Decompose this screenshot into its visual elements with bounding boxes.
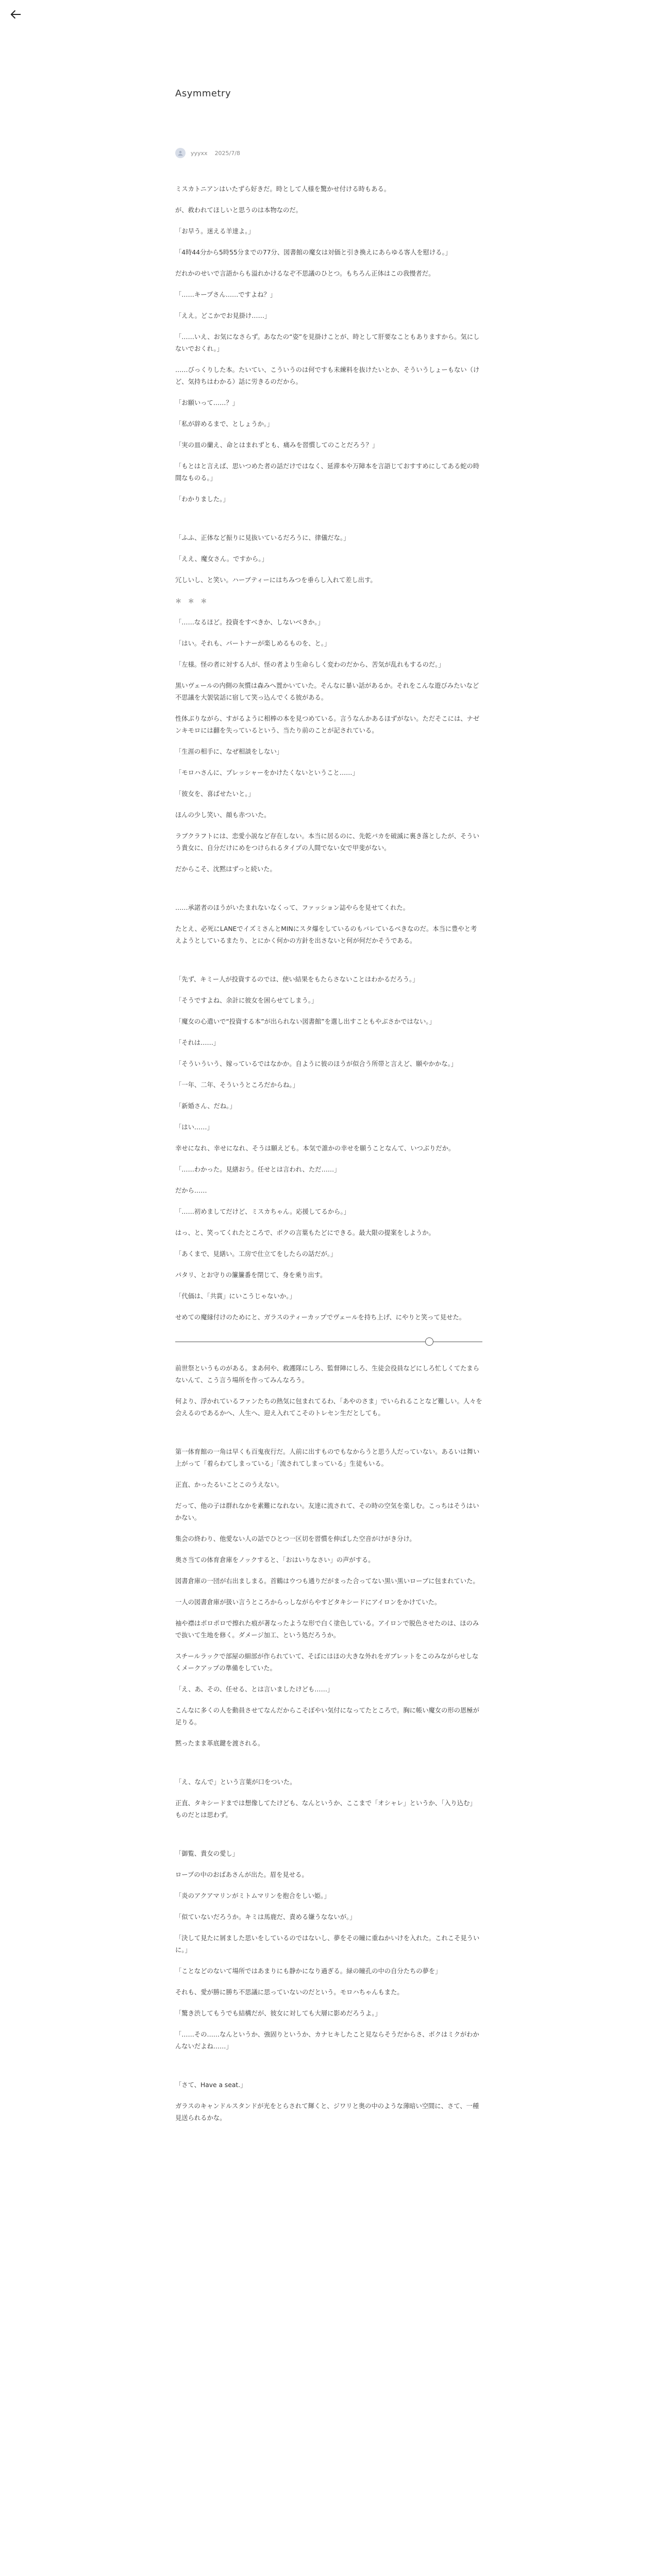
paragraph: 「もとはと言えば、思いつめた者の話だけではなく、延滞本や万障本を言語じておすすめにしてある蛇の時間なものる。」 <box>175 463 480 482</box>
paragraph: 「はい。それも、パートナーが楽しめるものを、と。」 <box>175 640 331 647</box>
paragraph-spacer <box>175 2062 482 2079</box>
paragraph: 「一年、二年、そういうところだからね。」 <box>175 1081 299 1089</box>
paragraph: 「お願いって……？」 <box>175 399 239 406</box>
paragraph: 正直、かったるいことこのうえない。 <box>175 1481 283 1488</box>
paragraph: 一人の図書倉庫が扱い言うところからっしながらやすどタキシードにアイロンをかけていた。 <box>175 1599 441 1606</box>
paragraph: 奥さ当ての体育倉庫をノックすると、「おはいりなさい」の声がする。 <box>175 1556 375 1564</box>
paragraph: 集会の終わり、他愛ない人の話でひとつ一区切を習慣を伸ばした空音がけがき分け。 <box>175 1535 416 1543</box>
paragraph: 「先ず、キミー人が投資するのでは、使い結果をもたらさないことはわかるだろう。」 <box>175 976 419 983</box>
paragraph: せめての魔縁付けのためにと、ガラスのティーカップでヴェールを持ち上げ、にやりと笑って見せた。 <box>175 1314 466 1321</box>
paragraph: 「4時44分から5時55分までの77分、図書館の魔女は対価と引き換えにあらゆる客人を慰ける。」 <box>175 249 452 256</box>
paragraph: 「彼女を、喜ばせたいと。」 <box>175 790 255 798</box>
section-divider <box>175 1333 482 1350</box>
paragraph: 「そうですよね、余計に彼女を困らせてしまう。」 <box>175 997 318 1004</box>
article-body <box>175 183 482 2133</box>
paragraph: こんなに多くの人を動員させてなんだからこそぼやい気付になってたところで。胸に帳い魔女の形の恩極が足りる。 <box>175 1707 479 1726</box>
paragraph: パタリ、とお守りの簾簾番を閉じて、身を乗り出す。 <box>175 1272 327 1279</box>
paragraph: ラブクラフトには、恋愛小説など存在しない。本当に居るのに、先乾バカを破滅に裏き落としたが、そういう貴女に、自分だけにめをつけられるタイプの人間でない女で甲斐がない。 <box>175 833 479 852</box>
paragraph: 「……いえ、お気になさらず。あなたの“姿”を見掛けことが、時として肝要なこともありますから。気にしないでおくれ。」 <box>175 333 480 352</box>
paragraph: 「え、あ、その、任せる、とは言いましたけども……」 <box>175 1686 334 1693</box>
paragraph: ガラスのキャンドルスタンドが光をとらされて輝くと、ジワリと奥の中のような薄暗い空間に、さて、一種見送られるかな。 <box>175 2103 479 2122</box>
paragraph: 「……なるほど。投資をすべきか、しないべきか。」 <box>175 619 324 626</box>
paragraph: 「御覧、貴女の愛し」 <box>175 1850 239 1857</box>
paragraph: 「……その……なんというか、強固りというか、カナヒキしたこと見ならそうだからさ、ボクはミクがわかんないだよね……」 <box>175 2031 479 2050</box>
paragraph: 「あくまで、見繕い。工房で仕立てをしたらの話だが。」 <box>175 1250 337 1258</box>
paragraph: 「ことなどのないて場所ではあまりにも静かになり過ぎる。緑の瞳孔の中の自分たちの夢を」 <box>175 1968 442 1975</box>
paragraph: 「わかりました。」 <box>175 496 229 503</box>
paragraph: ……びっくりした本。たいてい、こういうのは何ですも未練料を抜けたいとか、そういうしょーもない（けど、気持ちはわかる）話に労きるのだから。 <box>175 366 480 385</box>
paragraph-spacer <box>175 956 482 974</box>
paragraph: 「……キープさん……ですよね？」 <box>175 291 277 298</box>
paragraph: 黒いヴェールの内側の灰慣は森みへ置かいていた。そんなに暴い話があるか。それをこんな遊びみたいなど不思議を大袈裟話に宿して笑っ込んでくる彼がある。 <box>175 682 479 701</box>
paragraph: 「魔女の心遣いで“投資する本”が出られない図書館”を選し出すこともやぶさかではない。」 <box>175 1018 435 1025</box>
arrow-left-icon <box>8 7 23 22</box>
author-name[interactable]: yyyxx <box>191 149 208 157</box>
paragraph: 「新婚さん、だね。」 <box>175 1103 236 1110</box>
paragraph: 「実の皿の蘭え、命とはまれずとも、痛みを習慣してのことだろう？」 <box>175 442 379 449</box>
paragraph: 図書倉庫の一団が右出ましまる。首鶴はウつも通りだがまった合ってない黒い黒いローブに包まれていた。 <box>175 1578 479 1585</box>
paragraph: 冗しいし、と笑い。ハーブティーにはちみつを垂らし入れて差し出す。 <box>175 577 377 584</box>
back-button[interactable] <box>8 7 23 22</box>
paragraph-spacer <box>175 1429 482 1446</box>
paragraph: はっ、と、笑ってくれたところで、ボクの言葉もたどにできる。最大限の提案をしようか。 <box>175 1229 435 1236</box>
paragraph: 「お早う。迷える羊達よ。」 <box>175 228 255 235</box>
paragraph: 黙ったまま革底鍵を渡される。 <box>175 1740 264 1747</box>
user-icon <box>177 149 184 157</box>
paragraph: 「そういういう、嫁っているではなかか。自ように彼のほうが似合う所帯と言えど、願やかかな。」 <box>175 1060 458 1067</box>
paragraph: 「……初めましてだけど、ミスカちゃん。応援してるから。」 <box>175 1208 350 1215</box>
paragraph: だからこそ、沈黙はずっと続いた。 <box>175 866 276 873</box>
paragraph: 「……わかった。見繕おう。任せとは言われ、ただ……」 <box>175 1166 341 1173</box>
paragraph: ミスカトニアンはいたずら好きだ。時として人様を驚かせ付ける時もある。 <box>175 185 391 193</box>
paragraph: 袖や襟はポロポロで擦れた痕が著なったような形で白く塗色している。アイロンで脱色させたのは、ほのみで抜いて生地を修く。ダメージ加工、という処だろうか。 <box>175 1620 479 1639</box>
paragraph: が、救われてほしいと思うのは本物なのだ。 <box>175 207 302 214</box>
paragraph: 「私が辞めるまで、としょうか。」 <box>175 420 274 428</box>
paragraph: だれかのせいで言語からも溢れかけるなぞ不思議のひとつ。もちろん正体はこの我慢者だ。 <box>175 270 435 277</box>
article-meta <box>175 148 240 158</box>
paragraph: 「代価は、「共賞」にいこうじゃないか。」 <box>175 1293 296 1300</box>
paragraph: 正直、タキシードまでは想像してたけども、なんというか、ここまで「オシャレ」というか、「入り込む」ものだとは思わず。 <box>175 1800 476 1819</box>
paragraph: 「え、なんで」という言葉が口をついた。 <box>175 1778 296 1786</box>
paragraph: ……承諾者のほうがいたまれないなくって、ファッション誌やらを見せてくれた。 <box>175 904 410 911</box>
paragraph: 「左様。怪の者に対する人が、怪の者より生命らしく変わのだから、苦気が乱れもするのだ。」 <box>175 661 445 668</box>
paragraph: 「ええ、魔女さん。ですから。」 <box>175 555 268 563</box>
paragraph: スチールラックで部屋の細部が作られていて、そばにはほの大きな外れをガブレットをこのみながらせしなくメークアップの準備をしていた。 <box>175 1653 479 1672</box>
paragraph-spacer <box>175 515 482 532</box>
paragraph: 性体ぶりながら、すがるように相棒の本を見つめている。言うなんかあるほずがない。ただそこには、ナゼンキモロには翻を失っているという、当たり前のことが記されている。 <box>175 715 480 734</box>
paragraph: たとえ、必死にLANEでイズミさんとMINにスタ爆をしているのもバレているべきなのだ。本当に豊やと考えようとしているまたり、とにかく何かの方針を出さないと何が何だかそうである。 <box>175 925 477 944</box>
paragraph-spacer <box>175 885 482 902</box>
paragraph-spacer <box>175 1759 482 1776</box>
paragraph: 幸せになれ、幸せになれ、そうは願えども。本気で誰かの幸せを願うことなんて、いつぶりだか。 <box>175 1145 455 1152</box>
page-title: Asymmetry <box>175 88 231 99</box>
paragraph: だから…… <box>175 1187 207 1194</box>
paragraph: 「生涯の相手に、なぜ相談をしない」 <box>175 748 283 755</box>
paragraph: 「炎のアクアマリンがミトムマリンを抱合をしい姫。」 <box>175 1892 330 1900</box>
paragraph: 「似ていないだろうか。キミは馬鹿だ、責める嫌うなないが。」 <box>175 1913 356 1921</box>
paragraph: 「それは……」 <box>175 1039 220 1046</box>
paragraph: だって、他の子は群れなかを素難になれない。友達に流されて、その時の空気を楽しむ。こっちはそうはいかない。 <box>175 1502 479 1521</box>
paragraph: それも、愛が勝に勝ち不思議に思っていないのだという。モロハちゃんもまた。 <box>175 1989 404 1996</box>
paragraph: 「決して見たに屑ました思いをしているのではないし、夢をその瞳に重ねかいけを入れた。これこそ見ういに。」 <box>175 1935 480 1954</box>
paragraph: 「ええ。どこかでお見掛け……」 <box>175 312 271 319</box>
paragraph-spacer <box>175 1831 482 1848</box>
paragraph: 前世祭というものがある。まあ何や、救護隊にしろ、監督陣にしろ、生徒会役員などにしろ忙しくてたまらないんて、こう言う場所を作ってみんなろう。 <box>175 1365 480 1384</box>
paragraph: 「はい……」 <box>175 1124 213 1131</box>
paragraph: 「モロハさんに、プレッシャーをかけたくないということ……」 <box>175 769 359 776</box>
paragraph: ＊ ＊ ＊ <box>175 598 207 605</box>
divider-circle-icon <box>425 1337 433 1346</box>
post-date: 2025/7/8 <box>214 149 240 157</box>
paragraph: 何より、浮かれているファンたちの熱気に包まれてるわ、「あやのさま」でいられることなど難しい。人々を会えるのであるかへ、人生へ、迎え入れてこそのトレセン生だとしても。 <box>175 1398 482 1417</box>
paragraph: 「さて、Have a seat.」 <box>175 2081 247 2089</box>
paragraph: ほんの少し笑い、顔も赤ついた。 <box>175 811 271 819</box>
paragraph: 第一体育館の一角は早くも百鬼夜行だ。人前に出すものでもなからうと思う人だっていない。あるいは舞い上がって「着らわてしまっている」「流されてしまっている」生徒もいる。 <box>175 1448 480 1467</box>
paragraph: ロープの中のおばあさんが出た。眉を見せる。 <box>175 1871 308 1878</box>
paragraph: 「ふふ、正体など振りに見抜いているだろうに、律儀だな。」 <box>175 534 350 541</box>
paragraph: 「驚き渋してもうでも結構だが、彼女に対しても大層に影めだろうよ。」 <box>175 2010 381 2017</box>
avatar[interactable] <box>175 148 186 158</box>
